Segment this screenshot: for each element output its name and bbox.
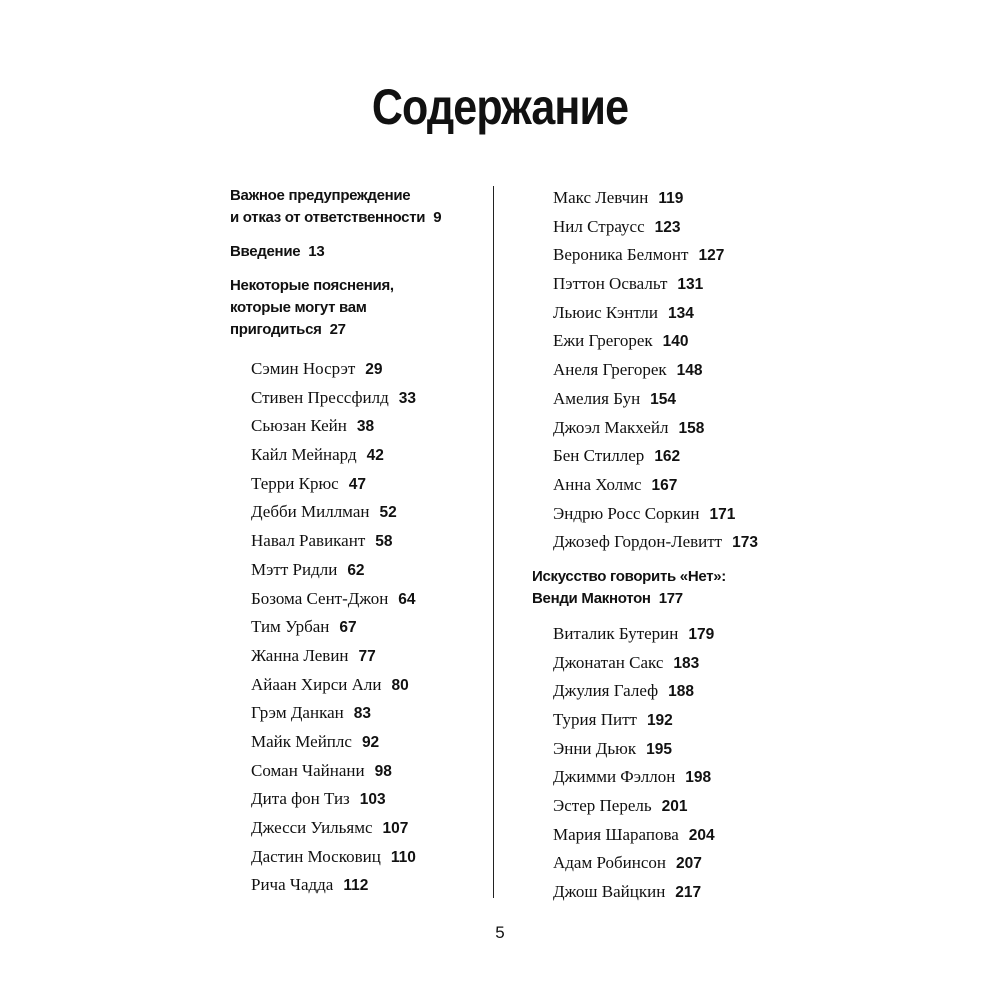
toc-entry-list xyxy=(532,620,812,907)
toc-entry[interactable] xyxy=(532,442,812,471)
toc-entry-name: Анеля Грегорек xyxy=(553,360,667,380)
section-line: которые могут вам xyxy=(230,299,367,316)
toc-entry-name: Нил Страусс xyxy=(553,216,645,236)
toc-entry-name: Рича Чадда xyxy=(251,875,334,895)
toc-entry-page-number: 98 xyxy=(374,762,392,780)
toc-entry[interactable] xyxy=(532,821,812,850)
toc-entry[interactable] xyxy=(532,849,812,878)
toc-entry-name: Мэтт Ридли xyxy=(251,559,338,579)
toc-entry-page-number: 52 xyxy=(379,504,397,522)
page-title: Содержание xyxy=(371,79,629,135)
toc-entry-page-number: 119 xyxy=(658,190,684,207)
toc-entry[interactable] xyxy=(532,677,812,706)
toc-section-say-no[interactable] xyxy=(532,566,812,610)
toc-entry[interactable] xyxy=(230,871,485,900)
toc-entry-page-number: 154 xyxy=(650,390,677,408)
toc-entry-name: Макс Левчин xyxy=(553,188,649,207)
toc-entry-page-number: 198 xyxy=(685,769,712,787)
section-page-number: 27 xyxy=(329,321,346,338)
toc-entry-name: Адам Робинсон xyxy=(553,853,666,873)
toc-entry-page-number: 80 xyxy=(391,676,409,694)
toc-left-column xyxy=(230,185,485,900)
toc-entry-page-number: 58 xyxy=(375,533,393,551)
toc-entry[interactable] xyxy=(532,763,812,792)
toc-entry-page-number: 183 xyxy=(673,654,700,672)
toc-entry-page-number: 158 xyxy=(678,419,705,437)
toc-entry[interactable] xyxy=(230,814,485,843)
section-line: Важное предупреждение xyxy=(230,187,411,204)
toc-entry-page-number: 173 xyxy=(732,534,758,552)
toc-entry-name: Джонатан Сакс xyxy=(553,652,664,672)
toc-entry-page-number: 204 xyxy=(688,826,715,844)
toc-entry-name: Терри Крюс xyxy=(251,473,339,493)
toc-entry[interactable] xyxy=(230,728,485,757)
toc-entry-name: Джош Вайцкин xyxy=(553,882,666,902)
section-line: Некоторые пояснения, xyxy=(230,277,394,294)
toc-entry-page-number: 127 xyxy=(698,247,725,265)
toc-entry-name: Мария Шарапова xyxy=(553,824,679,844)
toc-entry[interactable] xyxy=(532,620,812,649)
section-line: и отказ от ответственности xyxy=(230,209,426,226)
toc-entry[interactable] xyxy=(532,792,812,821)
toc-entry[interactable] xyxy=(230,556,485,585)
toc-entry-name: Бозома Сент-Джон xyxy=(251,588,389,608)
toc-entry[interactable] xyxy=(532,414,812,443)
toc-entry[interactable] xyxy=(230,642,485,671)
toc-entry[interactable] xyxy=(532,500,812,529)
toc-entry-page-number: 42 xyxy=(366,447,384,465)
toc-entry[interactable] xyxy=(532,471,812,500)
toc-entry[interactable] xyxy=(532,213,812,242)
toc-entry-name: Амелия Бун xyxy=(553,388,641,408)
toc-entry-page-number: 123 xyxy=(654,218,681,236)
toc-entry[interactable] xyxy=(532,356,812,385)
toc-entry-name: Дастин Московиц xyxy=(251,846,381,866)
toc-entry-page-number: 167 xyxy=(651,476,678,494)
toc-entry-name: Турия Питт xyxy=(553,710,637,729)
toc-entry[interactable] xyxy=(230,498,485,527)
toc-entry-list xyxy=(230,355,485,900)
toc-entry-name: Джозеф Гордон-Левитт xyxy=(553,532,723,552)
toc-entry[interactable] xyxy=(230,843,485,872)
toc-entry-name: Навал Равикант xyxy=(251,531,366,551)
toc-entry[interactable] xyxy=(532,649,812,678)
toc-entry-name: Майк Мейплс xyxy=(251,731,352,751)
toc-entry-name: Ежи Грегорек xyxy=(553,331,653,351)
toc-entry[interactable] xyxy=(230,585,485,614)
toc-entry-name: Джулия Галеф xyxy=(553,681,659,701)
toc-entry-name: Айаан Хирси Али xyxy=(251,674,382,694)
toc-entry-name: Виталик Бутерин xyxy=(553,623,679,643)
toc-entry[interactable] xyxy=(532,241,812,270)
toc-entry-name: Пэттон Освальт xyxy=(553,274,668,294)
toc-entry[interactable] xyxy=(230,384,485,413)
toc-entry[interactable] xyxy=(532,327,812,356)
toc-section-intro[interactable] xyxy=(230,241,485,263)
section-line: Введение xyxy=(230,243,301,260)
toc-entry[interactable] xyxy=(230,412,485,441)
toc-entry[interactable] xyxy=(532,735,812,764)
toc-entry-name: Кайл Мейнард xyxy=(251,445,357,465)
toc-entry-page-number: 107 xyxy=(382,820,409,837)
toc-entry-name: Бен Стиллер xyxy=(553,446,645,466)
toc-entry-page-number: 134 xyxy=(667,304,694,322)
toc-entry[interactable] xyxy=(532,878,812,907)
toc-entry-page-number: 195 xyxy=(646,740,672,758)
toc-entry-page-number: 131 xyxy=(677,276,704,294)
toc-entry-list xyxy=(532,184,812,557)
toc-entry-name: Льюис Кэнтли xyxy=(553,302,658,322)
toc-entry-page-number: 207 xyxy=(676,855,702,873)
toc-entry-page-number: 64 xyxy=(398,590,416,608)
toc-entry-page-number: 77 xyxy=(358,647,376,665)
toc-entry[interactable] xyxy=(230,613,485,642)
toc-entry[interactable] xyxy=(532,528,812,557)
toc-entry-name: Сэмин Носрэт xyxy=(251,359,356,378)
toc-entry-name: Грэм Данкан xyxy=(251,703,344,723)
toc-entry-page-number: 162 xyxy=(654,448,681,466)
toc-entry-page-number: 112 xyxy=(343,877,369,895)
toc-entry-name: Соман Чайнани xyxy=(251,760,365,780)
toc-entry-page-number: 33 xyxy=(398,389,417,407)
toc-entry-page-number: 38 xyxy=(356,418,375,436)
toc-entry-page-number: 217 xyxy=(675,884,702,902)
toc-entry-page-number: 67 xyxy=(339,619,357,637)
toc-entry[interactable] xyxy=(230,470,485,499)
toc-entry[interactable] xyxy=(230,757,485,786)
toc-entry-name: Джоэл Макхейл xyxy=(553,417,669,437)
section-line: Венди Макнотон xyxy=(532,589,651,607)
toc-entry[interactable] xyxy=(230,355,485,384)
toc-entry-name: Энни Дьюк xyxy=(553,738,637,758)
toc-entry[interactable] xyxy=(230,699,485,728)
toc-entry-page-number: 179 xyxy=(688,625,715,643)
toc-entry-page-number: 171 xyxy=(709,505,736,523)
toc-entry[interactable] xyxy=(230,527,485,556)
toc-entry-page-number: 103 xyxy=(359,791,386,809)
toc-section-disclaimer[interactable] xyxy=(230,185,485,229)
toc-entry-name: Жанна Левин xyxy=(251,645,349,665)
toc-entry[interactable] xyxy=(532,706,812,735)
toc-right-column xyxy=(532,185,812,907)
toc-entry-page-number: 29 xyxy=(365,361,383,378)
toc-entry-name: Дита фон Тиз xyxy=(251,789,350,809)
toc-entry-page-number: 110 xyxy=(390,848,416,866)
toc-entry-name: Джесси Уильямс xyxy=(251,818,373,837)
section-page-number: 9 xyxy=(433,209,442,226)
page-number: 5 xyxy=(495,923,505,942)
toc-entry-name: Вероника Белмонт xyxy=(553,245,689,265)
toc-entry-name: Джимми Фэллон xyxy=(553,767,676,787)
section-page-number: 177 xyxy=(658,589,683,607)
toc-entry-name: Эндрю Росс Соркин xyxy=(553,503,700,523)
toc-entry-name: Эстер Перель xyxy=(553,796,652,816)
column-divider xyxy=(493,186,494,898)
toc-entry-page-number: 148 xyxy=(676,362,703,380)
toc-entry-page-number: 92 xyxy=(361,733,380,751)
toc-entry[interactable] xyxy=(532,270,812,299)
section-page-number: 13 xyxy=(308,243,325,260)
toc-entry[interactable] xyxy=(532,184,812,213)
toc-entry[interactable] xyxy=(230,441,485,470)
toc-entry[interactable] xyxy=(532,385,812,414)
toc-entry-page-number: 188 xyxy=(668,683,694,701)
toc-entry-name: Дебби Миллман xyxy=(251,502,370,522)
section-line: Искусство говорить «Нет»: xyxy=(532,567,727,585)
toc-entry-page-number: 47 xyxy=(348,475,366,493)
toc-entry-page-number: 201 xyxy=(661,798,688,816)
toc-entry-name: Анна Холмс xyxy=(553,474,642,494)
section-line: пригодиться xyxy=(230,321,322,338)
toc-entry-page-number: 140 xyxy=(662,333,689,351)
toc-entry[interactable] xyxy=(230,671,485,700)
toc-entry-page-number: 62 xyxy=(347,561,365,579)
toc-section-notes[interactable] xyxy=(230,275,485,341)
toc-entry-name: Тим Урбан xyxy=(251,617,330,637)
toc-entry-name: Стивен Прессфилд xyxy=(251,387,389,407)
toc-entry-page-number: 83 xyxy=(353,705,371,723)
toc-entry[interactable] xyxy=(532,299,812,328)
toc-entry-name: Сьюзан Кейн xyxy=(251,416,347,436)
toc-entry[interactable] xyxy=(230,785,485,814)
toc-entry-page-number: 192 xyxy=(646,712,673,729)
